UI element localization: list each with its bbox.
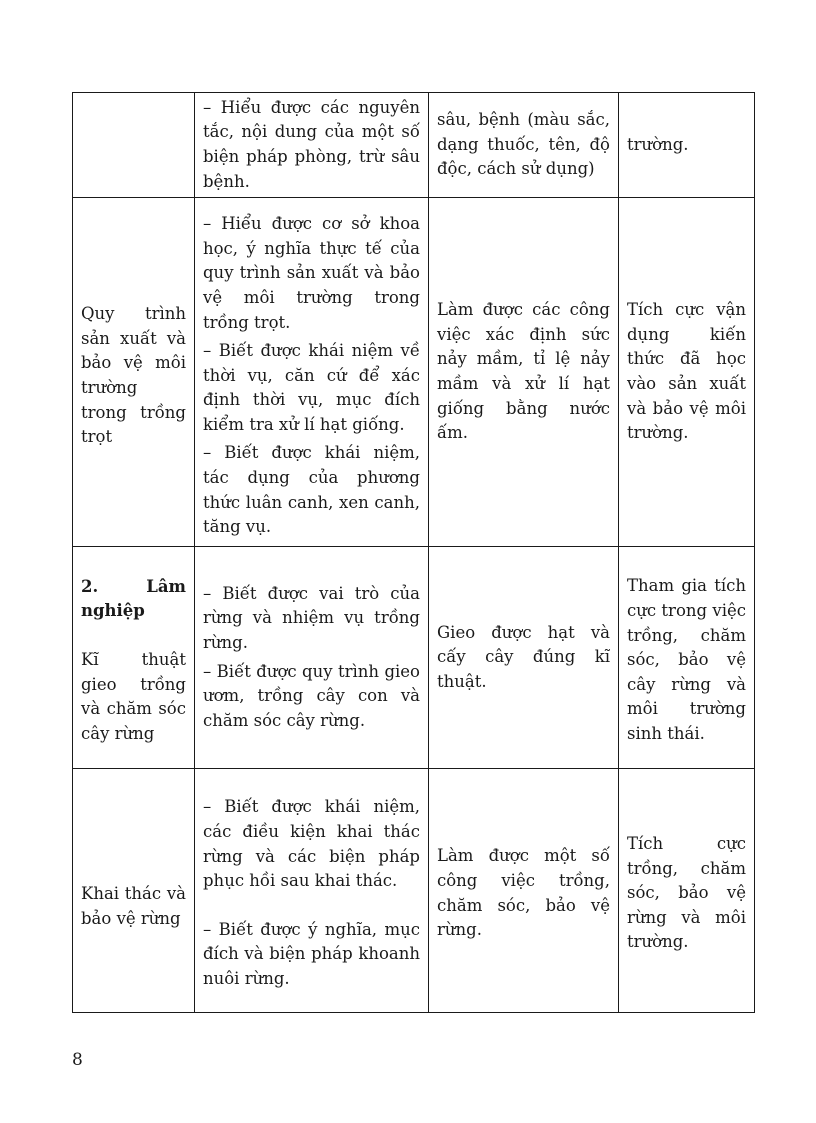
topic-title: Quy trình sản xuất và bảo vệ môi trường trong trồng trọt [81,304,186,447]
skills-text: sâu, bệnh (màu sắc, dạng thuốc, tên, độ độc, cách sử dụng) [437,110,610,179]
skills-cell [429,769,619,1013]
attitude-text: Tích cực trồng, chăm sóc, bảo vệ rừng và môi trường. [627,834,746,952]
page-number: 8 [72,1050,83,1070]
knowledge-item: – Biết được vai trò của rừng và nhiệm vụ trồng rừng. [203,583,420,652]
knowledge-item: – Hiểu được các nguyên tắc, nội dung của một số biện pháp phòng, trừ sâu bệnh. [203,97,420,191]
knowledge-item: – Hiểu được cơ sở khoa học, ý nghĩa thực tế của quy trình sản xuất và bảo vệ môi trường trong trồng trọt. [203,214,420,332]
topic-title: Khai thác và bảo vệ rừng [81,883,186,928]
section-heading: 2. Lâm nghiệp [81,576,186,621]
topic-cell [73,769,195,1013]
skills-text: Làm được các công việc xác định sức nảy mầm, tỉ lệ nảy mầm và xử lí hạt giống bằng nước ấm. [437,300,610,443]
knowledge-item: – Biết được khái niệm về thời vụ, căn cứ để xác định thời vụ, mục đích kiểm tra xử lí hạt giống. [203,341,420,434]
skills-text: Gieo được hạt và cấy cây đúng kĩ thuật. [437,622,610,691]
knowledge-item: – Biết được khái niệm, tác dụng của phương thức luân canh, xen canh, tăng vụ. [203,443,420,537]
attitude-cell [619,769,755,1013]
skills-cell [429,547,619,769]
table-row [73,547,755,769]
topic-cell [73,93,195,198]
attitude-cell [619,547,755,769]
skills-text: Làm được một số công việc trồng, chăm sóc, bảo vệ rừng. [437,846,610,940]
table-row [73,198,755,547]
table-row [73,93,755,198]
knowledge-item: – Biết được khái niệm, các điều kiện khai thác rừng và các biện pháp phục hồi sau khai thác. [203,797,420,891]
attitude-cell [619,198,755,547]
attitude-text: trường. [627,134,689,154]
skills-cell [429,198,619,547]
knowledge-cell [195,547,429,769]
knowledge-cell [195,198,429,547]
attitude-cell [619,93,755,198]
knowledge-cell [195,769,429,1013]
attitude-text: Tham gia tích cực trong việc trồng, chăm sóc, bảo vệ cây rừng và môi trường sinh thái. [627,576,746,743]
knowledge-item: – Biết được quy trình gieo ươm, trồng cây con và chăm sóc cây rừng. [203,661,420,730]
attitude-text: Tích cực vận dụng kiến thức đã học vào sản xuất và bảo vệ môi trường. [627,300,746,443]
skills-cell [429,93,619,198]
topic-cell [73,547,195,769]
knowledge-cell [195,93,429,198]
knowledge-item: – Biết được ý nghĩa, mục đích và biện pháp khoanh nuôi rừng. [203,919,420,988]
topic-title: Kĩ thuật gieo trồng và chăm sóc cây rừng [81,649,186,743]
curriculum-table [72,92,755,1013]
table-row [73,769,755,1013]
topic-cell [73,198,195,547]
